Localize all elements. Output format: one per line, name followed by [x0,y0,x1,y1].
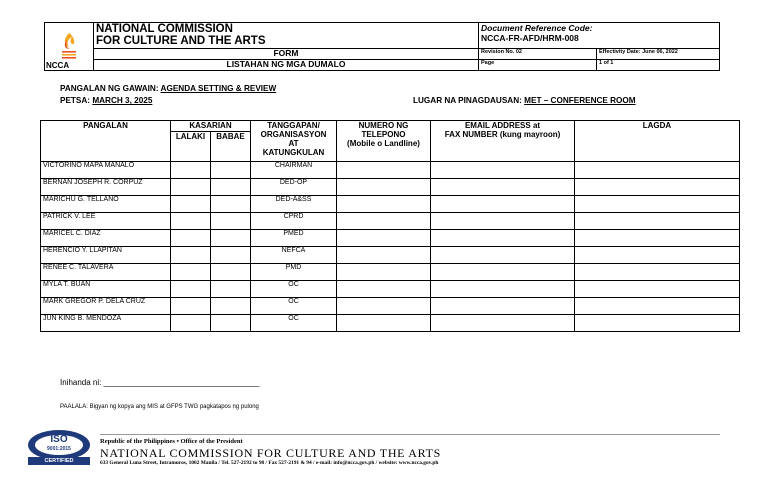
agency-line-1: NATIONAL COMMISSION [96,23,233,35]
table-row [41,247,740,264]
cell-female [211,230,251,247]
cell-male [171,162,211,179]
agency-name-cell [94,23,479,49]
cell-name: JUN KING B. MENDOZA [41,315,171,332]
cell-name: MARICHU G. TELLANO [41,196,171,213]
agency-full-name: NATIONAL COMMISSION FOR CULTURE AND THE ARTS [100,446,442,460]
logo-cell [45,23,94,71]
office-header-l3: AT [288,139,299,148]
cell-phone [337,196,431,213]
cell-male [171,281,211,298]
cell-signature [575,213,740,230]
date-label: PETSA: [60,96,91,105]
cell-signature [575,281,740,298]
cell-office: NEFCA [251,247,337,264]
address-line: 633 General Luna Street, Intramuros, 1002 Manila / Tel. 527-2192 to 98 / Fax 527-2191 & 94 / e-mail: info@ncca.gov.ph / website: www.ncca.gov.ph [100,460,439,466]
email-header-l2: FAX NUMBER (kung mayroon) [444,130,561,139]
cell-email [431,264,575,281]
cell-signature [575,315,740,332]
cell-female [211,298,251,315]
cell-phone [337,264,431,281]
cell-name: RENEE C. TALAVERA [41,264,171,281]
cell-office: OC [251,298,337,315]
cell-office: DED-OP [251,179,337,196]
col-header-sex: KASARIAN [171,121,251,132]
page-label: Page [479,60,597,71]
iso-text: ISO [50,434,68,445]
prepared-by: Inihanda ni: ___________________________________ [60,378,260,387]
cell-phone [337,315,431,332]
office-header-l4: KATUNGKULAN [262,148,325,157]
cell-male [171,179,211,196]
table-row [41,230,740,247]
iso-standard: 9001:2015 [47,446,71,452]
col-header-signature: LAGDA [575,121,740,162]
col-header-name: PANGALAN [41,121,171,162]
cell-female [211,315,251,332]
footer-rule [100,434,720,435]
cell-signature [575,179,740,196]
activity-line [60,84,276,93]
table-row [41,179,740,196]
table-row [41,281,740,298]
venue-label: LUGAR NA PINAGDAUSAN: [413,96,522,105]
cell-phone [337,247,431,264]
cell-female [211,162,251,179]
cell-email [431,315,575,332]
cell-male [171,247,211,264]
cell-office: DED-A&SS [251,196,337,213]
doc-ref-cell [479,23,720,49]
cell-signature [575,247,740,264]
cell-signature [575,230,740,247]
attendance-table [40,120,740,332]
table-row [41,196,740,213]
cell-signature [575,196,740,213]
agency-line-2: FOR CULTURE AND THE ARTS [96,35,266,47]
cell-phone [337,179,431,196]
table-row [41,213,740,230]
cell-phone [337,298,431,315]
cell-signature [575,298,740,315]
cell-name: MYLA T. BUAN [41,281,171,298]
cell-name: PATRICK V. LEE [41,213,171,230]
cell-name: HERENCIO Y. LLAPITAN [41,247,171,264]
logo-text: NCCA [46,61,70,70]
cell-email [431,213,575,230]
effectivity-date: Effectivity Date: June 06, 2022 [597,49,720,60]
cell-email [431,247,575,264]
cell-male [171,230,211,247]
cell-name: VICTORINO MAPA MANALO [41,162,171,179]
republic-line: Republic of the Philippines • Office of the President [100,438,243,445]
document-header [44,22,720,71]
table-row [41,315,740,332]
activity-value: AGENDA SETTING & REVIEW [160,84,277,93]
doc-ref-label: Document Reference Code: [481,23,593,33]
col-header-email [431,121,575,162]
table-row [41,162,740,179]
cell-phone [337,213,431,230]
cell-signature [575,264,740,281]
activity-label: PANGALAN NG GAWAIN: [60,84,159,93]
cell-phone [337,281,431,298]
cell-female [211,264,251,281]
col-header-male: LALAKI [171,132,211,162]
doc-ref-code: NCCA-FR-AFD/HRM-008 [481,33,579,43]
cell-female [211,196,251,213]
phone-header-l3: (Mobile o Landline) [347,139,420,148]
phone-header-l2: TELEPONO [361,130,406,139]
email-header-l1: EMAIL ADDRESS at [464,121,541,130]
cell-male [171,298,211,315]
phone-header-l1: NUMERO NG [358,121,409,130]
cell-phone [337,230,431,247]
table-row [41,264,740,281]
cell-name: MARICEL C. DIAZ [41,230,171,247]
attendance-body [41,162,740,332]
col-header-female: BABAE [211,132,251,162]
venue-line [413,96,636,105]
cell-office: PMED [251,230,337,247]
cell-male [171,213,211,230]
ncca-flame-logo [54,31,84,61]
cell-office: CPRD [251,213,337,230]
cell-email [431,196,575,213]
cell-office: OC [251,315,337,332]
iso-certified: CERTIFIED [44,458,74,464]
cell-email [431,230,575,247]
cell-signature [575,162,740,179]
cell-female [211,213,251,230]
cell-email [431,281,575,298]
revision-number: Revision No. 02 [479,49,597,60]
table-row [41,298,740,315]
cell-email [431,298,575,315]
office-header-l2: ORGANISASYON [260,130,327,139]
form-title: LISTAHAN NG MGA DUMALO [94,60,479,71]
cell-name: MARK GREGOR P. DELA CRUZ [41,298,171,315]
col-header-office [251,121,337,162]
cell-name: BERNAN JOSEPH R. CORPUZ [41,179,171,196]
cell-email [431,179,575,196]
office-header-l1: TANGGAPAN/ [267,121,320,130]
cell-male [171,196,211,213]
cell-male [171,264,211,281]
date-value: MARCH 3, 2025 [92,96,153,105]
venue-value: MET – CONFERENCE ROOM [524,96,636,105]
cell-office: CHAIRMAN [251,162,337,179]
cell-phone [337,162,431,179]
cell-female [211,179,251,196]
cell-office: OC [251,281,337,298]
date-line [60,96,152,105]
cell-office: PMD [251,264,337,281]
cell-email [431,162,575,179]
iso-badge [24,428,94,466]
cell-female [211,247,251,264]
page-value: 1 of 1 [597,60,720,71]
col-header-phone [337,121,431,162]
note: PAALALA: Bigyan ng kopya ang MIS at GFPS TWG pagkatapos ng pulong [60,404,259,410]
cell-female [211,281,251,298]
cell-male [171,315,211,332]
form-label: FORM [94,49,479,60]
